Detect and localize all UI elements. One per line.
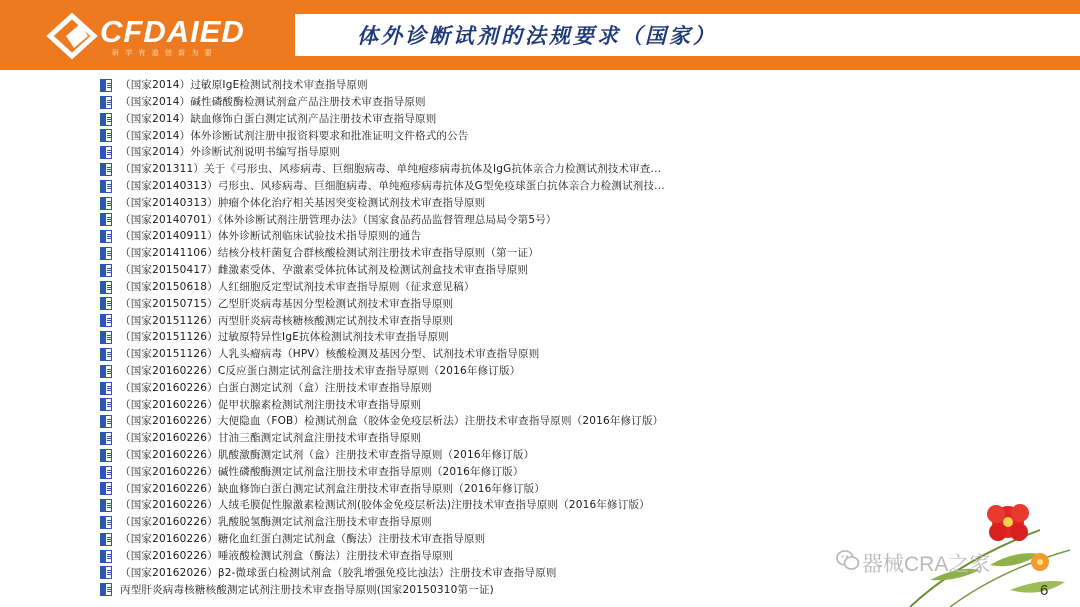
document-list — [100, 77, 665, 598]
document-title: （国家20160226）大便隐血（FOB）检测试剂盒（胶体金免疫层析法）注册技术审查指导原则（2016年修订版） — [120, 415, 664, 428]
word-doc-icon — [100, 516, 112, 529]
document-title: （国家20160226）乳酸脱氢酶测定试剂盒注册技术审查指导原则 — [120, 516, 432, 529]
document-title: （国家20160226）促甲状腺素检测试剂注册技术审查指导原则 — [120, 398, 422, 411]
word-doc-icon — [100, 583, 112, 596]
word-doc-icon — [100, 398, 112, 411]
page-title: 体外诊断试剂的法规要求（国家） — [357, 23, 717, 48]
document-title: （国家20160226）碱性磷酸酶测定试剂盒注册技术审查指导原则（2016年修订版） — [120, 465, 524, 478]
document-title: （国家20141106）结核分枝杆菌复合群核酸检测试剂注册技术审查指导原则（第一证） — [120, 247, 539, 260]
title-band — [295, 14, 1080, 56]
document-title: （国家20162026）β2-微球蛋白检测试剂盒（胶乳增强免疫比浊法）注册技术审查指导原则 — [120, 566, 557, 579]
word-doc-icon — [100, 297, 112, 310]
document-link[interactable] — [100, 514, 665, 531]
word-doc-icon — [100, 348, 112, 361]
header-bar — [0, 0, 1080, 70]
watermark-text: 器械CRA之家 — [862, 553, 991, 576]
document-title: （国家2014）过敏原IgE检测试剂技术审查指导原则 — [120, 79, 368, 92]
document-title: （国家20160226）唾液酸检测试剂盒（酶法）注册技术审查指导原则 — [120, 549, 454, 562]
document-title: （国家20151126）丙型肝炎病毒核糖核酸测定试剂技术审查指导原则 — [120, 314, 454, 327]
cfdaied-logo — [44, 12, 274, 60]
document-link[interactable] — [100, 497, 665, 514]
document-link[interactable] — [100, 228, 665, 245]
document-title: （国家20150715）乙型肝炎病毒基因分型检测试剂技术审查指导原则 — [120, 297, 454, 310]
document-link[interactable] — [100, 565, 665, 582]
document-title: （国家20140313）肿瘤个体化治疗相关基因突变检测试剂技术审查指导原则 — [120, 196, 486, 209]
document-link[interactable] — [100, 363, 665, 380]
word-doc-icon — [100, 365, 112, 378]
document-title: 丙型肝炎病毒核糖核酸测定试剂注册技术审查指导原则(国家20150310第一证) — [120, 583, 494, 596]
document-link[interactable] — [100, 178, 665, 195]
word-doc-icon — [100, 146, 112, 159]
word-doc-icon — [100, 129, 112, 142]
flower-decoration — [890, 470, 1080, 607]
document-link[interactable] — [100, 212, 665, 229]
document-link[interactable] — [100, 481, 665, 498]
logo-mark-icon — [44, 12, 100, 60]
document-title: （国家20151126）过敏原特异性IgE抗体检测试剂技术审查指导原则 — [120, 331, 449, 344]
document-link[interactable] — [100, 279, 665, 296]
document-title: （国家2014）碱性磷酸酶检测试剂盒产品注册技术审查指导原则 — [120, 95, 426, 108]
document-link[interactable] — [100, 127, 665, 144]
document-title: （国家20160226）甘油三酯测定试剂盒注册技术审查指导原则 — [120, 432, 422, 445]
document-title: （国家20160226）C反应蛋白测定试剂盒注册技术审查指导原则（2016年修订版） — [120, 364, 521, 377]
word-doc-icon — [100, 113, 112, 126]
word-doc-icon — [100, 499, 112, 512]
document-link[interactable] — [100, 245, 665, 262]
word-doc-icon — [100, 180, 112, 193]
word-doc-icon — [100, 566, 112, 579]
document-link[interactable] — [100, 413, 665, 430]
document-link[interactable] — [100, 161, 665, 178]
document-link[interactable] — [100, 329, 665, 346]
word-doc-icon — [100, 415, 112, 428]
word-doc-icon — [100, 550, 112, 563]
document-title: （国家2014）外诊断试剂说明书编写指导原则 — [120, 146, 341, 159]
document-link[interactable] — [100, 262, 665, 279]
word-doc-icon — [100, 432, 112, 445]
document-link[interactable] — [100, 144, 665, 161]
word-doc-icon — [100, 213, 112, 226]
document-link[interactable] — [100, 447, 665, 464]
document-link[interactable] — [100, 396, 665, 413]
document-link[interactable] — [100, 312, 665, 329]
word-doc-icon — [100, 230, 112, 243]
word-doc-icon — [100, 163, 112, 176]
document-link[interactable] — [100, 346, 665, 363]
document-title: （国家20160226）缺血修饰白蛋白测定试剂盒注册技术审查指导原则（2016年修订版） — [120, 482, 545, 495]
document-title: （国家2014）缺血修饰白蛋白测定试剂产品注册技术审查指导原则 — [120, 112, 437, 125]
document-title: （国家20160226）肌酸激酶测定试剂（盒）注册技术审查指导原则（2016年修订版） — [120, 449, 535, 462]
word-doc-icon — [100, 247, 112, 260]
document-title: （国家201311）关于《弓形虫、风疹病毒、巨细胞病毒、单纯疱疹病毒抗体及IgG抗体亲合力检测试剂技术审查... — [120, 163, 662, 176]
wechat-icon — [836, 549, 860, 571]
document-link[interactable] — [100, 195, 665, 212]
word-doc-icon — [100, 331, 112, 344]
word-doc-icon — [100, 449, 112, 462]
document-title: （国家20151126）人乳头瘤病毒（HPV）核酸检测及基因分型、试剂技术审查指导原则 — [120, 348, 540, 361]
document-link[interactable] — [100, 581, 665, 598]
document-link[interactable] — [100, 380, 665, 397]
document-link[interactable] — [100, 77, 665, 94]
document-link[interactable] — [100, 548, 665, 565]
document-link[interactable] — [100, 430, 665, 447]
logo-text: CFDAIED — [100, 14, 245, 49]
document-title: （国家20160226）人绒毛膜促性腺激素检测试剂(胶体金免疫层析法)注册技术审查指导原则（2016年修订版） — [120, 499, 650, 512]
document-link[interactable] — [100, 296, 665, 313]
logo-subtext: 研 学 有 道 创 新 为 要 — [112, 49, 214, 57]
word-doc-icon — [100, 382, 112, 395]
document-title: （国家20150618）人红细胞反定型试剂技术审查指导原则（征求意见稿） — [120, 280, 475, 293]
word-doc-icon — [100, 96, 112, 109]
word-doc-icon — [100, 482, 112, 495]
document-title: （国家20140911）体外诊断试剂临床试验技术指导原则的通告 — [120, 230, 422, 243]
document-title: （国家20140313）弓形虫、风疹病毒、巨细胞病毒、单纯疱疹病毒抗体及G型免疫球蛋白抗体亲合力检测试剂技... — [120, 180, 665, 193]
word-doc-icon — [100, 79, 112, 92]
word-doc-icon — [100, 281, 112, 294]
document-link[interactable] — [100, 94, 665, 111]
word-doc-icon — [100, 314, 112, 327]
document-title: （国家20160226）白蛋白测定试剂（盒）注册技术审查指导原则 — [120, 381, 432, 394]
document-title: （国家20150417）雌激素受体、孕激素受体抗体试剂及检测试剂盒技术审查指导原则 — [120, 264, 529, 277]
document-title: （国家20140701）《体外诊断试剂注册管理办法》（国家食品药品监督管理总局局令第5号） — [120, 213, 557, 226]
word-doc-icon — [100, 197, 112, 210]
document-link[interactable] — [100, 531, 665, 548]
document-title: （国家20160226）糖化血红蛋白测定试剂盒（酶法）注册技术审查指导原则 — [120, 533, 486, 546]
document-title: （国家2014）体外诊断试剂注册申报资料要求和批准证明文件格式的公告 — [120, 129, 469, 142]
page-number: 6 — [1040, 582, 1049, 599]
word-doc-icon — [100, 533, 112, 546]
word-doc-icon — [100, 264, 112, 277]
word-doc-icon — [100, 466, 112, 479]
document-link[interactable] — [100, 464, 665, 481]
document-link[interactable] — [100, 111, 665, 128]
